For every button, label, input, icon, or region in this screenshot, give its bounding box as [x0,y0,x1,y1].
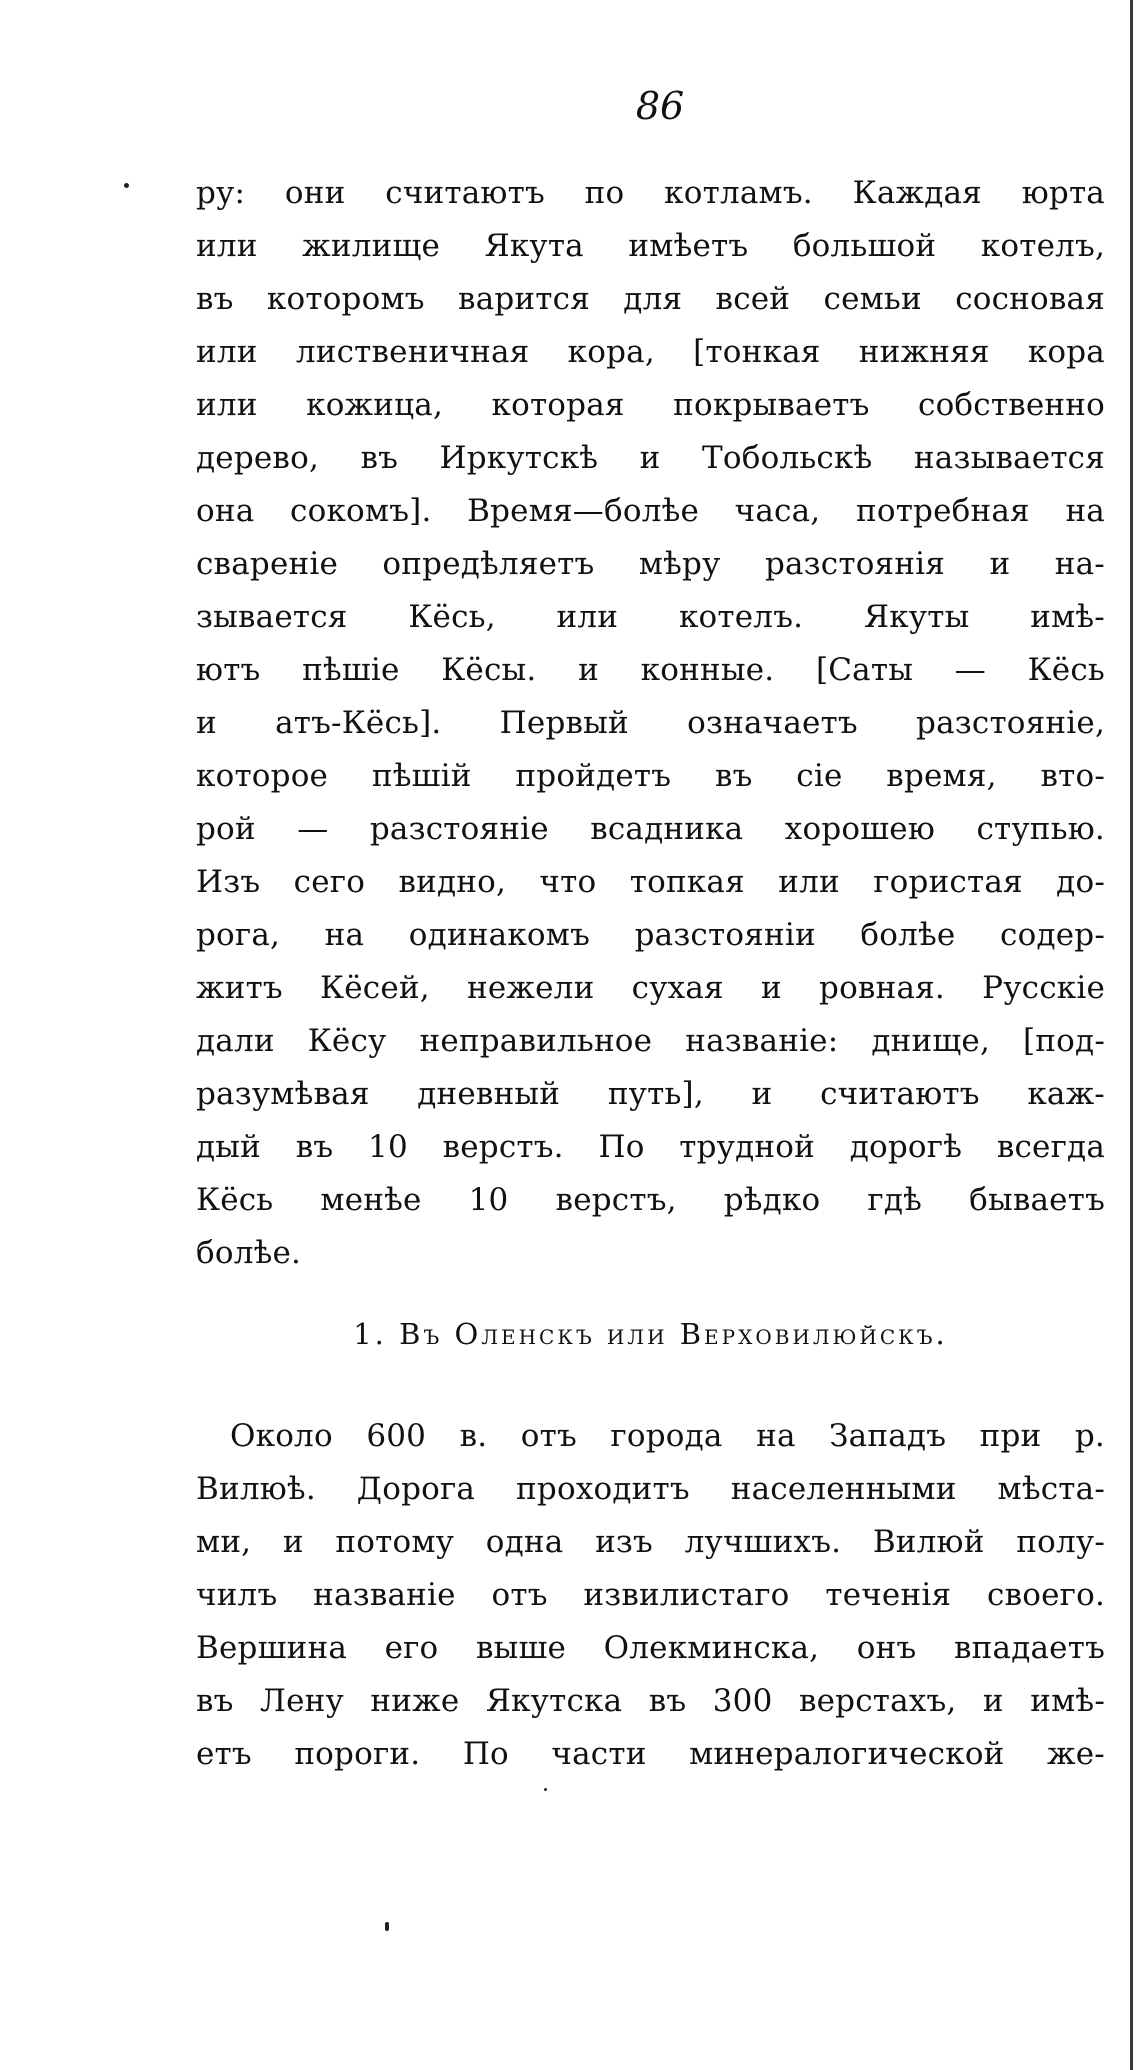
text-line: Вилюѣ. Дорога проходитъ населенными мѣста- [196,1471,1105,1507]
text-line: рога, на одинакомъ разстояніи болѣе содер- [196,917,1105,953]
paragraph-body [196,167,1105,1280]
text-line: Кёсь менѣе 10 верстъ, рѣдко гдѣ бываетъ [196,1182,1105,1218]
text-line: ми, и потому одна изъ лучшихъ. Вилюй полу- [196,1524,1105,1560]
text-line: или лиственичная кора, [тонкая нижняя кора [196,334,1105,370]
section-heading: 1. Въ Оленскъ или Верховилюйскъ. [353,1317,948,1351]
text-line: Вершина его выше Олекминска, онъ впадаетъ [196,1630,1105,1666]
text-line: чилъ названіе отъ извилистаго теченія своего. [196,1577,1105,1613]
text-line: въ которомъ варится для всей семьи сосновая [196,281,1105,317]
ink-speck [124,183,129,188]
text-line: въ Лену ниже Якутска въ 300 верстахъ, и имѣ- [196,1683,1105,1719]
text-line: которое пѣшій пройдетъ въ сіе время, вто- [196,758,1105,794]
text-line: Около 600 в. отъ города на Западъ при р. [230,1418,1105,1454]
text-line: или жилище Якута имѣетъ большой котелъ, [196,228,1105,264]
text-line: и атъ-Кёсь]. Первый означаетъ разстояніе, [196,705,1105,741]
text-line: разумѣвая дневный путь], и считаютъ каж- [196,1076,1105,1112]
text-line: дый въ 10 верстъ. По трудной дорогѣ всегда [196,1129,1105,1165]
text-line: или кожица, которая покрываетъ собственно [196,387,1105,423]
text-line: свареніе опредѣляетъ мѣру разстоянія и на- [196,546,1105,582]
ink-speck [544,1788,547,1791]
text-line: рой — разстояніе всадника хорошею ступью. [196,811,1105,847]
text-line: дали Кёсу неправильное названіе: днище, [под- [196,1023,1105,1059]
text-line: она сокомъ]. Время—болѣе часа, потребная на [196,493,1105,529]
text-line: болѣе. [196,1235,302,1271]
text-line: Изъ сего видно, что топкая или гористая до- [196,864,1105,900]
text-line: ютъ пѣшіе Кёсы. и конные. [Саты — Кёсь [196,652,1105,688]
ink-speck [385,1922,389,1931]
page-edge [1130,0,1133,2070]
paragraph-body [196,1410,1105,1781]
text-line: етъ пороги. По части минералогической же- [196,1736,1105,1772]
page-number: 86 [635,84,685,128]
text-line: ру: они считаютъ по котламъ. Каждая юрта [196,175,1105,211]
text-line: житъ Кёсей, нежели сухая и ровная. Русскіе [196,970,1105,1006]
text-line: зывается Кёсь, или котелъ. Якуты имѣ- [196,599,1105,635]
text-line: дерево, въ Иркутскѣ и Тобольскѣ называется [196,440,1105,476]
